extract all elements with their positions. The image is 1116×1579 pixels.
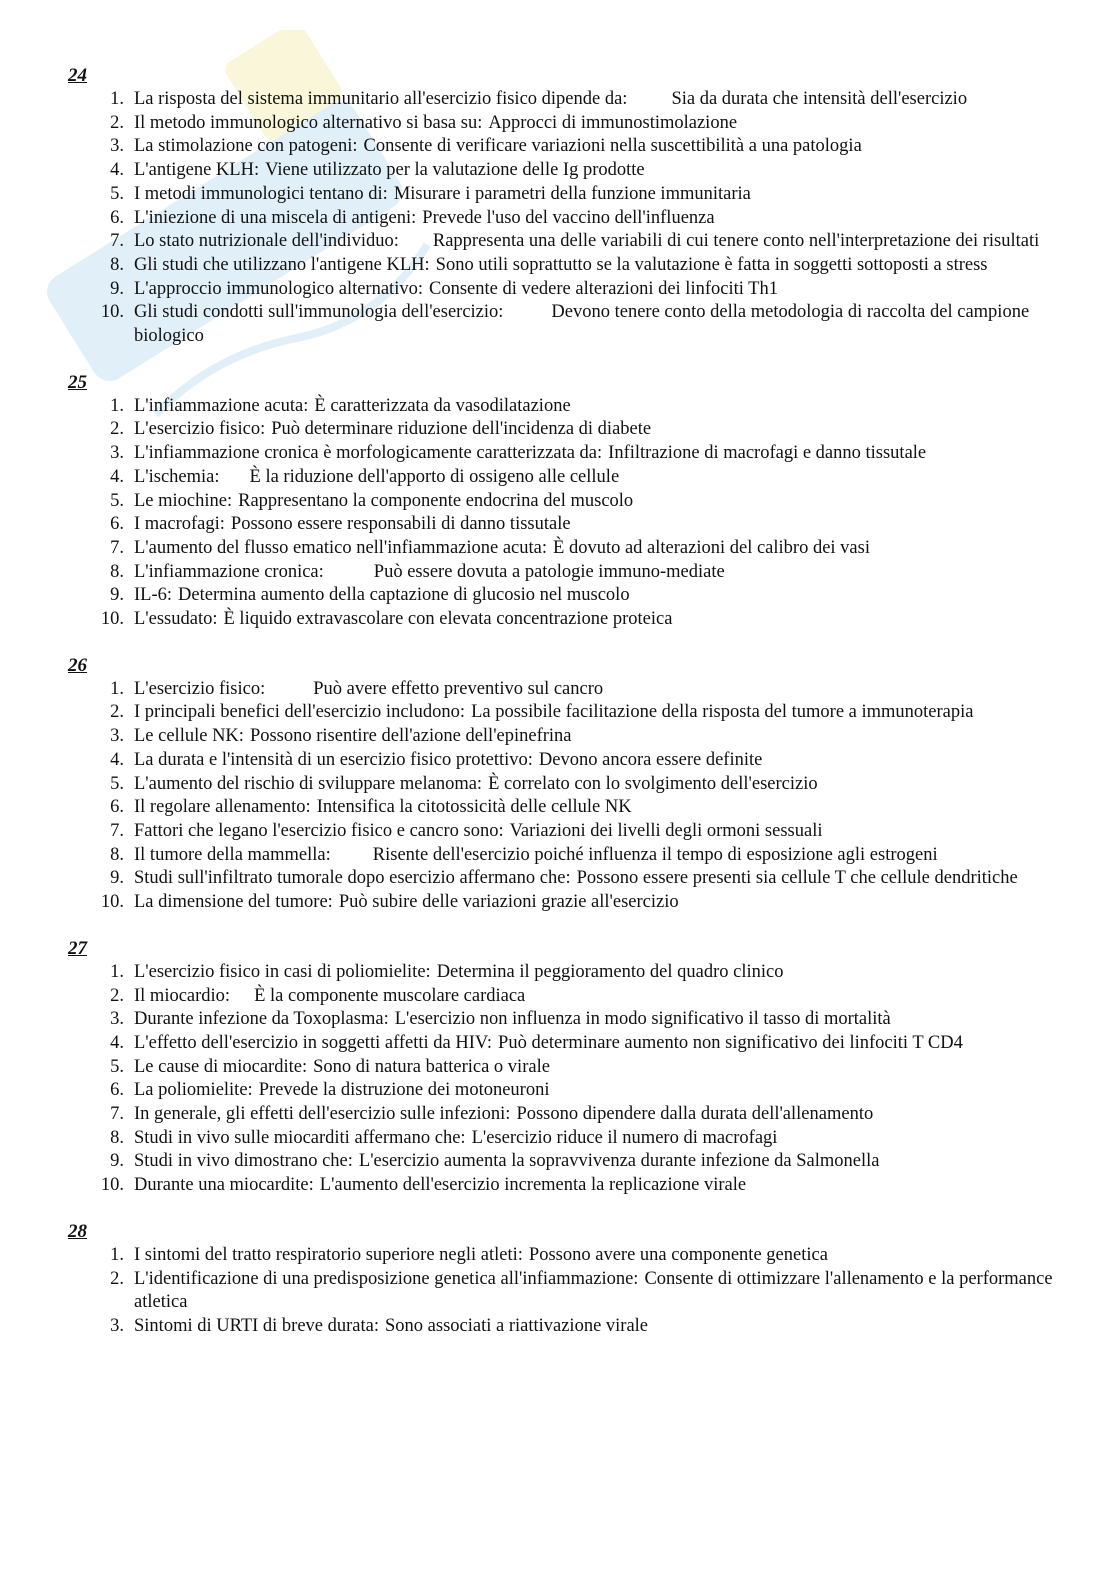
list-item <box>68 796 1058 820</box>
item-question: Lo stato nutrizionale dell'individuo: <box>134 231 399 252</box>
list-item <box>68 584 1058 608</box>
item-question: IL-6: <box>134 585 173 606</box>
item-question: L'infiammazione cronica è morfologicamente caratterizzata da: <box>134 443 603 464</box>
item-answer: Consente di vedere alterazioni dei linfociti Th1 <box>428 278 778 299</box>
item-number: 5. <box>110 773 124 794</box>
item-answer: Possono avere una componente genetica <box>528 1244 828 1265</box>
list-item <box>68 466 1058 490</box>
item-answer: Può determinare riduzione dell'incidenza di diabete <box>271 419 652 440</box>
item-number: 7. <box>110 820 124 841</box>
item-answer: Rappresenta una delle variabili di cui tenere conto nell'interpretazione dei risultati <box>432 231 1040 252</box>
item-question: L'aumento del flusso ematico nell'infiammazione acuta: <box>134 537 548 558</box>
item-question: Durante una miocardite: <box>134 1175 314 1196</box>
item-answer: Approcci di immunostimolazione <box>488 112 738 133</box>
item-question: L'infiammazione cronica: <box>134 561 324 582</box>
item-answer: Determina aumento della captazione di glucosio nel muscolo <box>178 585 630 606</box>
item-number: 8. <box>110 1127 124 1148</box>
item-answer: Consente di verificare variazioni nella suscettibilità a una patologia <box>363 136 862 157</box>
item-number: 3. <box>110 1315 124 1336</box>
item-question: Le cellule NK: <box>134 726 244 747</box>
item-question: Studi sull'infiltrato tumorale dopo esercizio affermano che: <box>134 868 571 889</box>
item-number: 8. <box>110 561 124 582</box>
item-number: 9. <box>110 278 124 299</box>
item-question: Gli studi condotti sull'immunologia dell'esercizio: <box>134 302 504 323</box>
list-item <box>68 230 1058 254</box>
item-question: Durante infezione da Toxoplasma: <box>134 1009 389 1030</box>
item-question: L'effetto dell'esercizio in soggetti affetti da HIV: <box>134 1032 493 1053</box>
list-item <box>68 395 1058 419</box>
item-question: L'antigene KLH: <box>134 160 260 181</box>
item-answer: L'esercizio aumenta la sopravvivenza durante infezione da Salmonella <box>358 1151 880 1172</box>
item-question: L'infiammazione acuta: <box>134 395 309 416</box>
item-number: 1. <box>110 395 124 416</box>
item-answer: Variazioni dei livelli degli ormoni sessuali <box>509 820 823 841</box>
item-question: L'esercizio fisico in casi di poliomielite: <box>134 961 431 982</box>
list-item <box>68 183 1058 207</box>
item-question: Fattori che legano l'esercizio fisico e cancro sono: <box>134 820 504 841</box>
item-answer: È liquido extravascolare con elevata concentrazione proteica <box>223 609 673 630</box>
item-number: 3. <box>110 443 124 464</box>
list-item <box>68 1244 1058 1268</box>
item-question: I metodi immunologici tentano di: <box>134 183 388 204</box>
item-number: 2. <box>110 702 124 723</box>
list-item <box>68 537 1058 561</box>
item-answer: Viene utilizzato per la valutazione delle Ig prodotte <box>265 160 645 181</box>
item-answer: Prevede la distruzione dei motoneuroni <box>258 1080 550 1101</box>
list-item <box>68 867 1058 891</box>
item-question: Il metodo immunologico alternativo si basa su: <box>134 112 483 133</box>
item-question: La durata e l'intensità di un esercizio fisico protettivo: <box>134 749 533 770</box>
item-answer: Possono essere responsabili di danno tissutale <box>230 514 571 535</box>
item-question: L'ischemia: <box>134 466 220 487</box>
item-number: 1. <box>110 89 124 109</box>
item-answer: Possono essere presenti sia cellule T che cellule dendritiche <box>576 868 1018 889</box>
list-item <box>68 678 1058 702</box>
section-number: 24 <box>68 65 87 86</box>
list-item <box>68 1103 1058 1127</box>
item-question: Gli studi che utilizzano l'antigene KLH: <box>134 254 430 275</box>
item-number: 4. <box>110 160 124 181</box>
section-number: 26 <box>68 654 87 676</box>
document-content <box>68 64 1058 1361</box>
list-item <box>68 442 1058 466</box>
list-item <box>68 278 1058 302</box>
item-question: Studi in vivo dimostrano che: <box>134 1151 353 1172</box>
section-28 <box>68 1220 1058 1339</box>
list-item <box>68 1056 1058 1080</box>
section-27 <box>68 937 1058 1198</box>
item-question: L'esercizio fisico: <box>134 678 266 699</box>
item-answer: È correlato con lo svolgimento dell'esercizio <box>488 773 818 794</box>
list-item <box>68 961 1058 985</box>
item-answer: È caratterizzata da vasodilatazione <box>314 395 571 416</box>
item-answer: Possono risentire dell'azione dell'epinefrina <box>249 726 572 747</box>
item-number: 2. <box>110 1268 124 1289</box>
list-item <box>68 1079 1058 1103</box>
list-item <box>68 1315 1058 1339</box>
question-list <box>68 88 1058 349</box>
list-item <box>68 891 1058 915</box>
list-item <box>68 1174 1058 1198</box>
item-number: 1. <box>110 1244 124 1265</box>
list-item <box>68 112 1058 136</box>
item-number: 7. <box>110 537 124 558</box>
item-number: 10. <box>100 892 124 913</box>
item-answer: Intensifica la citotossicità delle cellule NK <box>316 797 632 818</box>
list-item <box>68 561 1058 585</box>
question-list <box>68 395 1058 632</box>
item-answer: Infiltrazione di macrofagi e danno tissutale <box>608 443 927 464</box>
item-number: 3. <box>110 1009 124 1030</box>
list-item <box>68 844 1058 868</box>
item-answer: È dovuto ad alterazioni del calibro dei vasi <box>553 537 870 558</box>
question-list <box>68 678 1058 915</box>
item-number: 5. <box>110 183 124 204</box>
item-answer: Devono ancora essere definite <box>538 749 763 770</box>
item-question: Il miocardio: <box>134 985 231 1006</box>
item-answer: È la riduzione dell'apporto di ossigeno alle cellule <box>249 466 620 487</box>
list-item <box>68 135 1058 159</box>
item-number: 8. <box>110 844 124 865</box>
list-item <box>68 1268 1058 1315</box>
item-question: L'iniezione di una miscela di antigeni: <box>134 207 417 228</box>
item-number: 3. <box>110 136 124 157</box>
section-24 <box>68 64 1058 349</box>
item-question: La dimensione del tumore: <box>134 892 333 913</box>
list-item <box>68 207 1058 231</box>
item-answer: Può determinare aumento non significativo dei linfociti T CD4 <box>498 1032 963 1053</box>
item-number: 9. <box>110 868 124 889</box>
item-number: 10. <box>100 1175 124 1196</box>
item-number: 7. <box>110 1104 124 1125</box>
list-item <box>68 749 1058 773</box>
item-answer: Consente di ottimizzare l'allenamento e la performance atletica <box>134 1268 1053 1313</box>
item-answer: Prevede l'uso del vaccino dell'influenza <box>422 207 715 228</box>
list-item <box>68 725 1058 749</box>
section-number: 27 <box>68 937 87 959</box>
item-question: La poliomielite: <box>134 1080 253 1101</box>
item-number: 6. <box>110 207 124 228</box>
list-item <box>68 701 1058 725</box>
list-item <box>68 608 1058 632</box>
section-number: 28 <box>68 1220 87 1242</box>
list-item <box>68 1127 1058 1151</box>
item-answer: È la componente muscolare cardiaca <box>254 985 526 1006</box>
item-answer: Sia da durata che intensità dell'esercizio <box>671 89 968 109</box>
item-question: La risposta del sistema immunitario all'esercizio fisico dipende da: <box>134 89 628 109</box>
item-question: L'essudato: <box>134 609 218 630</box>
item-number: 2. <box>110 985 124 1006</box>
item-number: 8. <box>110 254 124 275</box>
item-answer: Sono associati a riattivazione virale <box>385 1315 649 1336</box>
list-item <box>68 418 1058 442</box>
list-item <box>68 301 1058 348</box>
item-answer: L'esercizio non influenza in modo significativo il tasso di mortalità <box>394 1009 891 1030</box>
item-question: I macrofagi: <box>134 514 225 535</box>
item-number: 2. <box>110 419 124 440</box>
item-number: 4. <box>110 749 124 770</box>
item-answer: L'esercizio riduce il numero di macrofagi <box>471 1127 778 1148</box>
item-answer: La possibile facilitazione della risposta del tumore a immunoterapia <box>471 702 974 723</box>
item-number: 7. <box>110 231 124 252</box>
item-answer: Misurare i parametri della funzione immunitaria <box>393 183 751 204</box>
item-number: 4. <box>110 1032 124 1053</box>
item-number: 6. <box>110 1080 124 1101</box>
item-answer: Può essere dovuta a patologie immuno-mediate <box>373 561 725 582</box>
item-number: 10. <box>100 609 124 630</box>
item-question: I sintomi del tratto respiratorio superiore negli atleti: <box>134 1244 523 1265</box>
list-item <box>68 773 1058 797</box>
item-question: L'identificazione di una predisposizione genetica all'infiammazione: <box>134 1268 639 1289</box>
list-item <box>68 1008 1058 1032</box>
item-answer: Devono tenere conto della metodologia di raccolta del campione biologico <box>134 302 1030 347</box>
item-question: L'approccio immunologico alternativo: <box>134 278 423 299</box>
list-item <box>68 1032 1058 1056</box>
item-answer: Determina il peggioramento del quadro clinico <box>436 961 784 982</box>
item-question: I principali benefici dell'esercizio includono: <box>134 702 466 723</box>
item-number: 4. <box>110 466 124 487</box>
item-number: 2. <box>110 112 124 133</box>
section-number: 25 <box>68 371 87 393</box>
item-number: 3. <box>110 726 124 747</box>
list-item <box>68 159 1058 183</box>
item-question: La stimolazione con patogeni: <box>134 136 358 157</box>
question-list <box>68 1244 1058 1339</box>
item-question: Le cause di miocardite: <box>134 1056 308 1077</box>
item-number: 1. <box>110 961 124 982</box>
item-question: In generale, gli effetti dell'esercizio sulle infezioni: <box>134 1104 511 1125</box>
item-answer: Rappresentano la componente endocrina del muscolo <box>238 490 634 511</box>
item-answer: Sono utili soprattutto se la valutazione è fatta in soggetti sottoposti a stress <box>435 254 988 275</box>
item-number: 9. <box>110 585 124 606</box>
item-number: 6. <box>110 514 124 535</box>
list-item <box>68 490 1058 514</box>
item-answer: Può avere effetto preventivo sul cancro <box>313 678 604 699</box>
item-question: L'aumento del rischio di sviluppare melanoma: <box>134 773 483 794</box>
item-answer: Sono di natura batterica o virale <box>313 1056 550 1077</box>
item-question: Studi in vivo sulle miocarditi affermano che: <box>134 1127 466 1148</box>
list-item <box>68 820 1058 844</box>
list-item <box>68 513 1058 537</box>
list-item <box>68 88 1058 112</box>
list-item <box>68 1150 1058 1174</box>
item-question: Sintomi di URTI di breve durata: <box>134 1315 379 1336</box>
item-question: Le miochine: <box>134 490 233 511</box>
section-25 <box>68 371 1058 632</box>
list-item <box>68 254 1058 278</box>
item-number: 10. <box>100 302 124 323</box>
item-answer: Può subire delle variazioni grazie all'esercizio <box>338 892 679 913</box>
item-answer: L'aumento dell'esercizio incrementa la replicazione virale <box>319 1175 747 1196</box>
item-answer: Risente dell'esercizio poiché influenza il tempo di esposizione agli estrogeni <box>372 844 938 865</box>
item-question: Il regolare allenamento: <box>134 797 311 818</box>
item-number: 5. <box>110 1056 124 1077</box>
item-question: Il tumore della mammella: <box>134 844 331 865</box>
item-number: 6. <box>110 797 124 818</box>
item-number: 5. <box>110 490 124 511</box>
item-number: 9. <box>110 1151 124 1172</box>
list-item <box>68 985 1058 1009</box>
question-list <box>68 961 1058 1198</box>
item-number: 1. <box>110 678 124 699</box>
section-26 <box>68 654 1058 915</box>
item-answer: Possono dipendere dalla durata dell'allenamento <box>516 1104 874 1125</box>
item-question: L'esercizio fisico: <box>134 419 266 440</box>
